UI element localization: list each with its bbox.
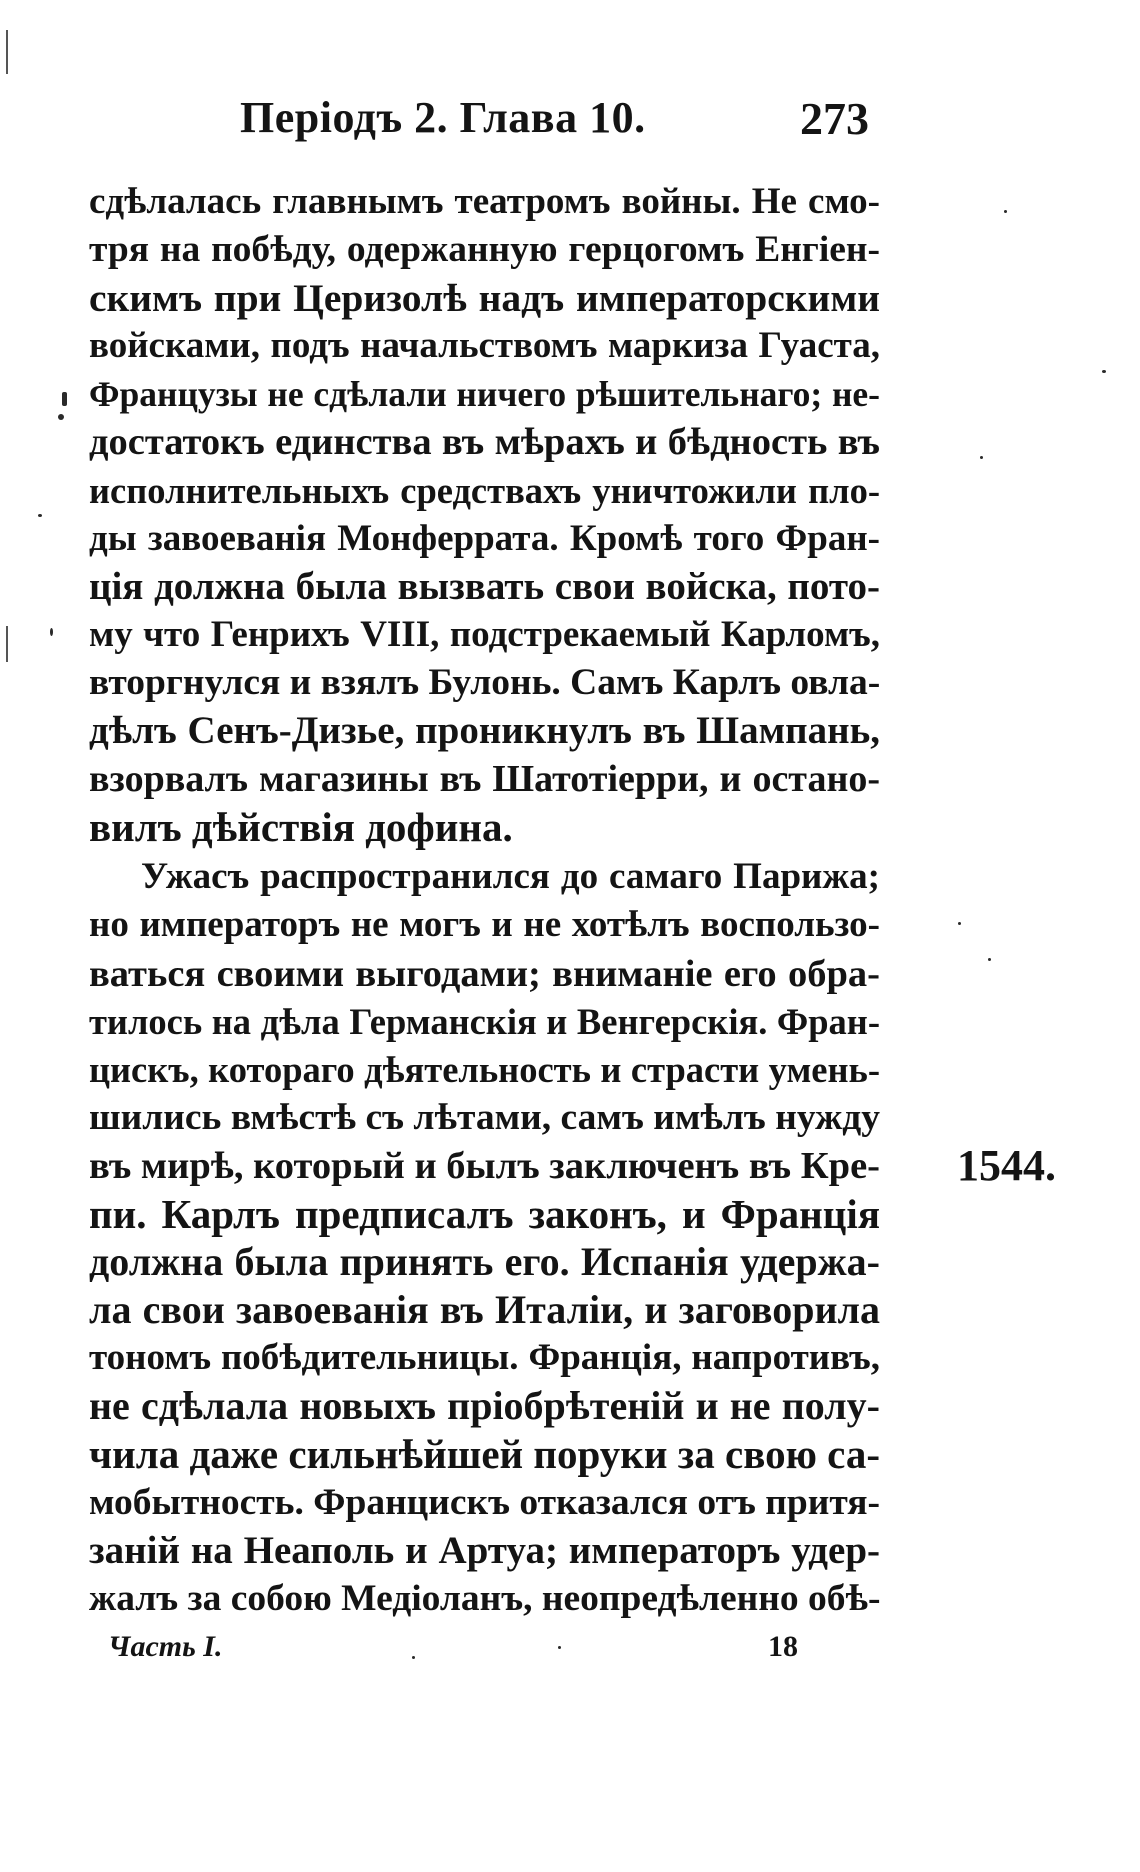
text-line: ваться своими выгодами; вниманіе его обра- [89,952,880,995]
scan-edge-mark [6,626,8,662]
page-number: 273 [800,93,869,144]
text-line: тилось на дѣла Германскія и Венгерскія. Фран- [89,1000,880,1042]
text-line: не сдѣлала новыхъ пріобрѣтеній и не полу- [89,1383,880,1429]
scan-speck [958,922,961,925]
text-line: но императоръ не могъ и не хотѣлъ воспользо- [89,904,880,946]
paragraph-start-line: Ужасъ распространился до самаго Парижа; [141,856,880,898]
text-line: достатокъ единства въ мѣрахъ и бѣдность въ [89,421,880,464]
text-line: чила даже сильнѣйшей поруки за свою са- [89,1431,881,1478]
text-line: скимъ при Церизолѣ надъ императорскими [89,276,880,321]
text-line: должна была принять его. Испанія удержа- [89,1239,880,1285]
text-line: тря на побѣду, одержанную герцогомъ Енгіен- [89,229,880,271]
scan-speck [38,514,42,517]
text-line: заній на Неаполь и Артуа; императоръ удер- [89,1528,880,1572]
scan-speck [62,392,67,406]
text-line: ды завоеванія Монферрата. Кромѣ того Фран- [89,517,880,559]
running-head [90,92,890,152]
body-text [89,178,880,1623]
text-line: жалъ за собою Медіоланъ, неопредѣленно обѣ- [89,1577,881,1619]
signature-part: Часть I. [108,1630,223,1663]
text-line: взорвалъ магазины въ Шатотіерри, и остано- [89,758,880,801]
scan-speck [1102,370,1106,373]
scan-edge-mark [6,30,8,74]
text-line: ція должна была вызвать свои войска, пото- [89,564,880,608]
scan-speck [50,628,53,636]
text-line: Французы не сдѣлали ничего рѣшительнаго; не- [89,374,880,415]
text-line: мобытность. Францискъ отказался отъ притя- [89,1481,881,1523]
text-line: шились вмѣстѣ съ лѣтами, самъ имѣлъ нужду [89,1096,880,1138]
text-line: дѣлъ Сенъ-Дизье, проникнулъ въ Шампань, [89,709,880,753]
text-line: сдѣлалась главнымъ театромъ войны. Не смо- [89,181,880,222]
running-title: Періодъ 2. Глава 10. [240,93,646,142]
text-line: пи. Карлъ предписалъ законъ, и Франція [89,1190,880,1237]
text-line: исполнительныхъ средствахъ уничтожили пло- [89,469,880,511]
scan-speck [988,958,991,961]
text-line: цискъ, котораго дѣятельность и страсти умень- [89,1048,880,1090]
text-line: тономъ побѣдительницы. Франція, напротивъ, [89,1337,880,1379]
signature-number: 18 [768,1630,798,1663]
text-line: вторгнулся и взялъ Булонь. Самъ Карлъ овла- [89,661,881,703]
text-line: въ мирѣ, который и былъ заключенъ въ Кре- [89,1144,880,1187]
scan-speck [558,1646,561,1649]
scan-speck [980,456,983,459]
scan-speck [58,414,64,420]
scan-speck [1004,210,1007,213]
scan-speck [412,1656,415,1659]
signature-line [108,1630,808,1670]
text-line: ла свои завоеванія въ Италіи, и заговорила [89,1287,880,1333]
text-line: войсками, подъ начальствомъ маркиза Гуаста, [89,325,880,367]
text-line: му что Генрихъ VIII, подстрекаемый Карломъ, [89,613,880,655]
paragraph-end-line: вилъ дѣйствія дофина. [89,804,513,851]
margin-year-note: 1544. [957,1141,1056,1190]
